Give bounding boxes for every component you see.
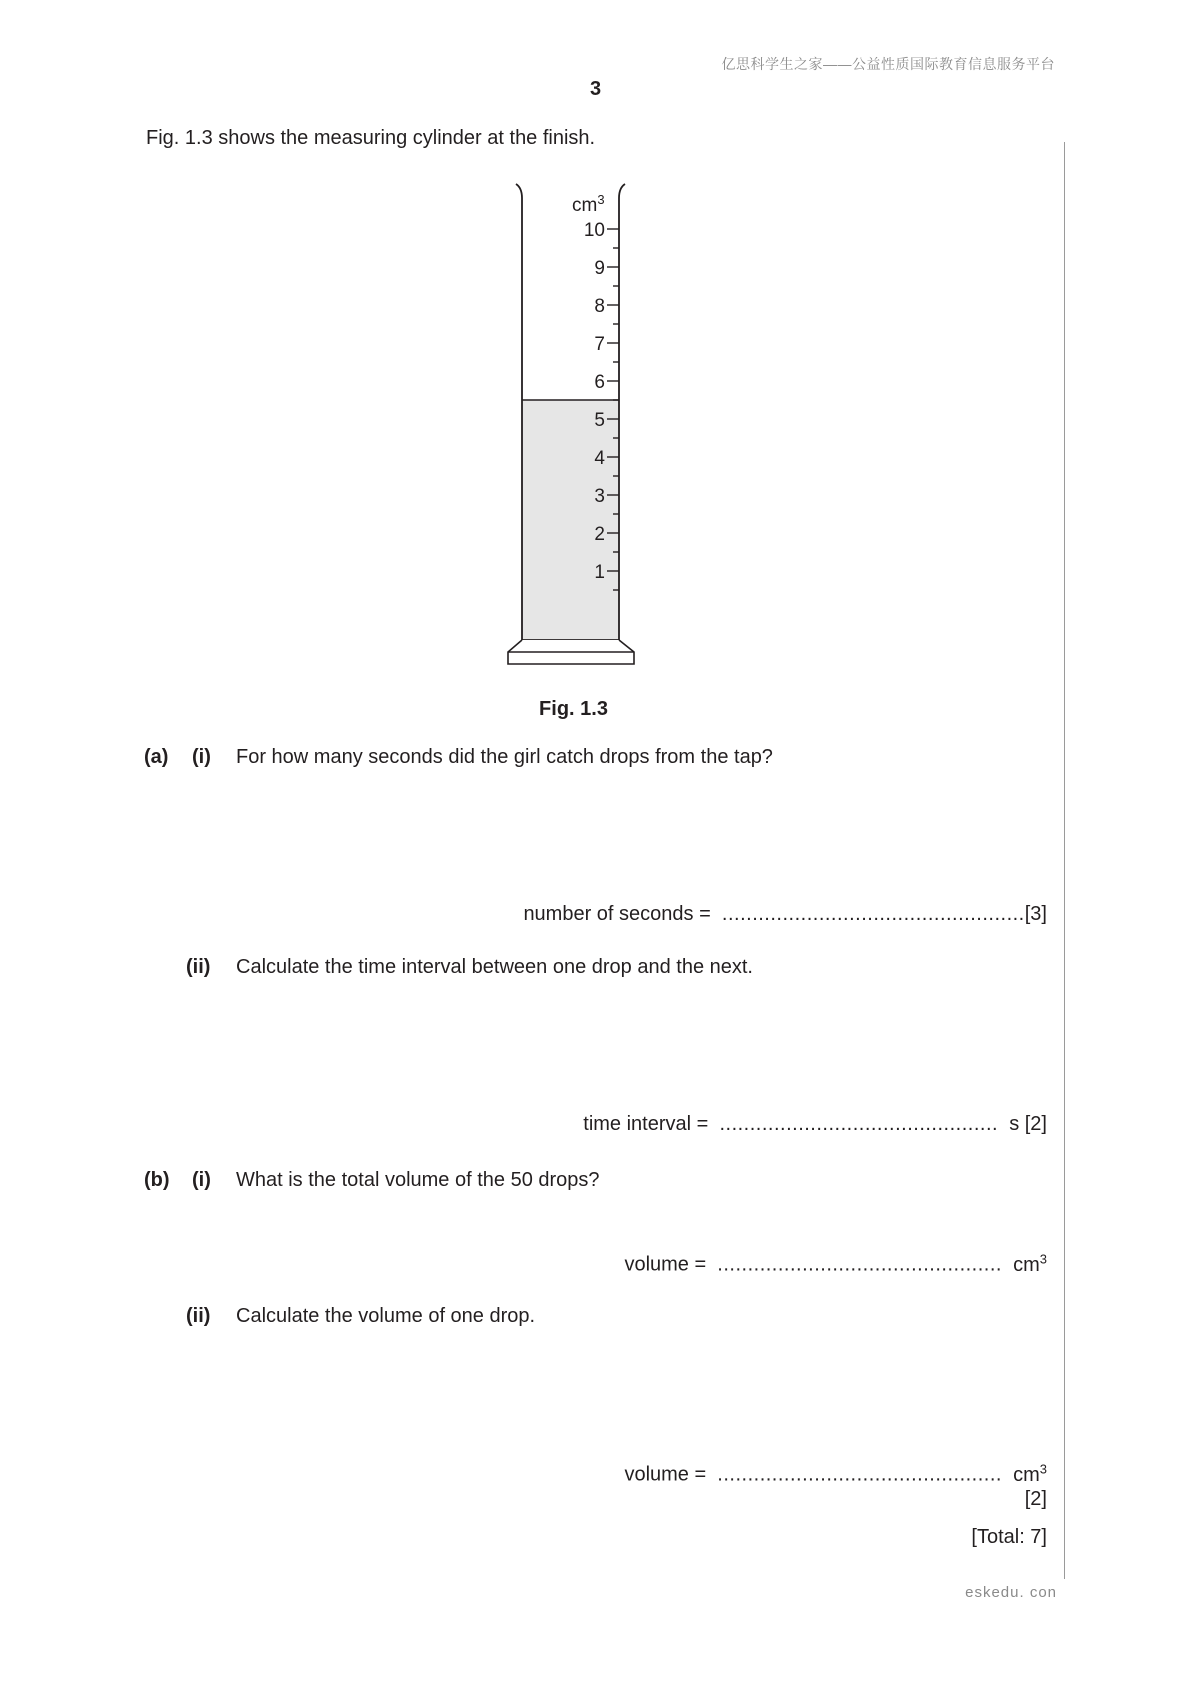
marks: [2]	[1024, 1113, 1047, 1135]
answer-label: number of seconds =	[523, 903, 711, 925]
answer-label: time interval =	[583, 1113, 709, 1135]
scale-label: 2	[594, 524, 605, 545]
part-a-i-label: (i)	[192, 746, 211, 768]
question-a-ii-text: Calculate the time interval between one drop and the next.	[236, 956, 753, 978]
cylinder-right-wall	[619, 184, 625, 640]
margin-rule	[1064, 142, 1065, 1579]
part-a-label: (a)	[144, 746, 169, 768]
footer-site: eskedu. con	[965, 1584, 1057, 1601]
measuring-cylinder-figure	[500, 180, 650, 670]
scale-label: 1	[594, 562, 605, 583]
question-a-i-text: For how many seconds did the girl catch drops from the tap?	[236, 746, 773, 768]
scale-label: 8	[594, 296, 605, 317]
unit-label: $cm^3$	[572, 192, 605, 216]
answer-blank[interactable]: ...............................................	[717, 1463, 1002, 1486]
unit: $cm^3$	[1013, 1251, 1047, 1276]
cylinder-left-wall	[516, 184, 522, 640]
question-b-ii-text: Calculate the volume of one drop.	[236, 1305, 536, 1327]
part-b-i-label: (i)	[192, 1169, 211, 1191]
answer-line-b-ii	[624, 1461, 1047, 1487]
figure-caption: Fig. 1.3	[539, 698, 608, 720]
answer-line-b-i	[624, 1251, 1047, 1277]
liquid-fill	[522, 400, 619, 640]
answer-blank[interactable]: ..................................................	[721, 903, 1025, 925]
unit: $cm^3$	[1013, 1461, 1047, 1486]
header-watermark: 亿思科学生之家——公益性质国际教育信息服务平台	[721, 56, 1055, 72]
part-a-ii-label: (ii)	[186, 956, 211, 978]
part-b-label: (b)	[144, 1169, 170, 1191]
total-marks: [Total: 7]	[971, 1526, 1047, 1548]
unit: s	[1009, 1113, 1020, 1135]
scale-label: 10	[583, 220, 605, 241]
marks-b-ii: [2]	[1024, 1488, 1047, 1510]
answer-label: volume =	[624, 1463, 707, 1486]
scale-label: 4	[594, 448, 605, 469]
scale-label: 7	[594, 334, 605, 355]
marks: [3]	[1024, 903, 1047, 925]
part-b-ii-label: (ii)	[186, 1305, 211, 1327]
scale-label: 5	[594, 410, 605, 431]
answer-blank[interactable]: ..............................................	[719, 1113, 999, 1135]
page-number: 3	[589, 78, 602, 100]
question-b-i-text: What is the total volume of the 50 drops?	[236, 1169, 600, 1191]
answer-line-a-i	[523, 903, 1047, 926]
scale-label: 3	[594, 486, 605, 507]
answer-label: volume =	[624, 1253, 707, 1276]
scale-label: 9	[594, 258, 605, 279]
answer-line-a-ii	[583, 1113, 1047, 1136]
scale-label: 6	[594, 372, 605, 393]
intro-text: Fig. 1.3 shows the measuring cylinder at the finish.	[146, 127, 596, 149]
answer-blank[interactable]: ...............................................	[717, 1253, 1002, 1276]
